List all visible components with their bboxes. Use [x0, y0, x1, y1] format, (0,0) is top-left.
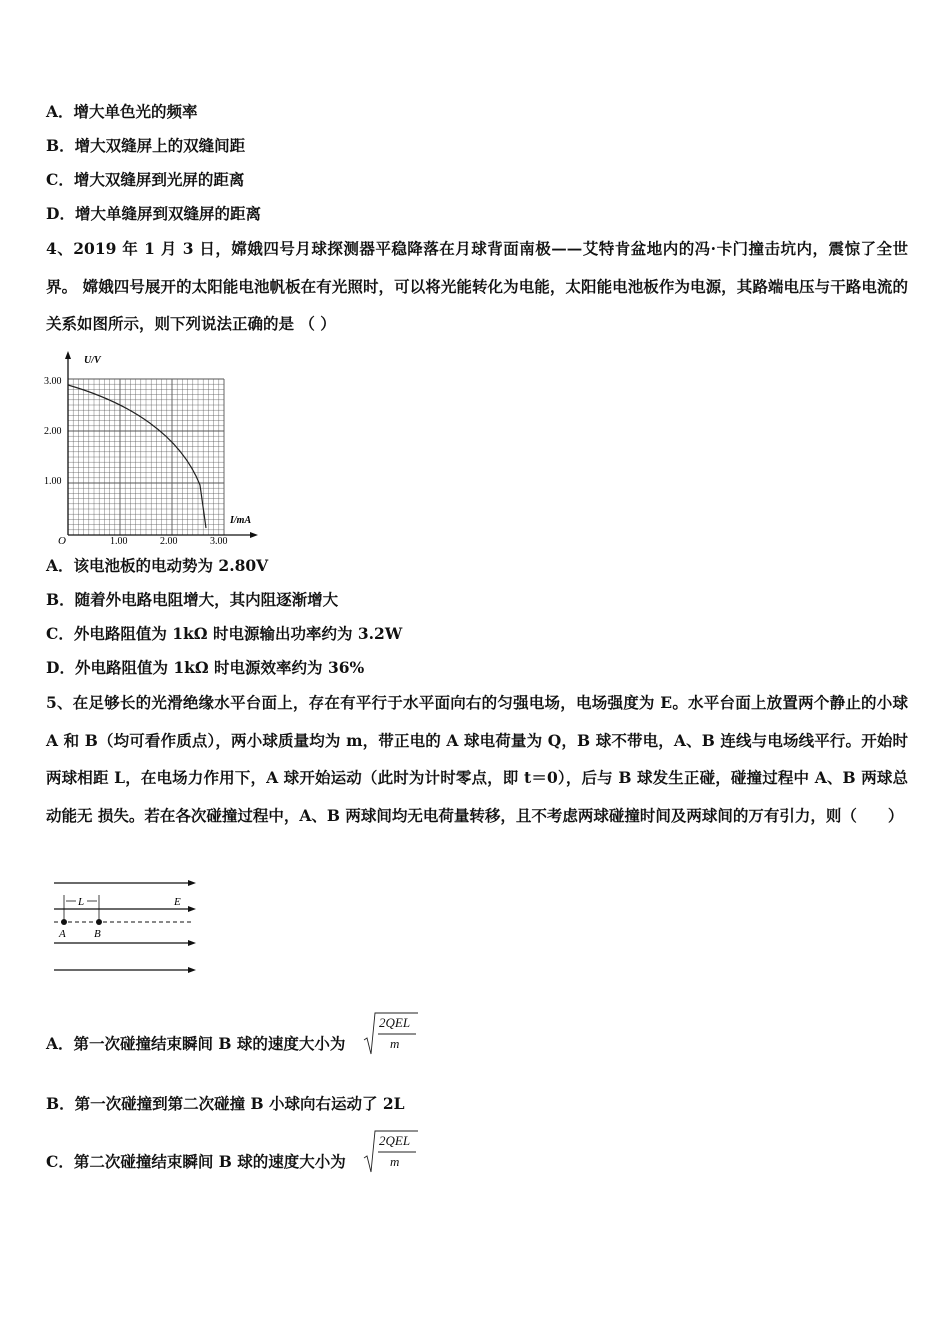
q4-stem: 4、2019 年 1 月 3 日，嫦娥四号月球探测器平稳降落在月球背面南极——艾特肯盆地内的冯·卡门撞击坑内，震惊了全世界。 嫦娥四号展开的太阳能电池帆板在有光照时，可以将光能转化为电能，太阳能电池板作为电源，其路端电压与干路电流的关系如图所示，则下列说法正确的是 （ ） — [46, 239, 908, 333]
distance-label: L — [78, 896, 85, 908]
x-tick-2: 2.00 — [160, 536, 178, 547]
x-tick-1: 1.00 — [110, 536, 128, 547]
q5-option-a — [46, 1034, 345, 1054]
q4-option-b: B．随着外电路电阻增大，其内阻逐渐增大 — [46, 590, 339, 609]
arrow-icon — [188, 906, 196, 912]
q5-option-a-denominator: m — [390, 1036, 400, 1051]
arrow-icon — [188, 940, 196, 946]
y-axis-label: U/V — [84, 355, 101, 366]
ball-b — [96, 919, 102, 925]
y-tick-1: 1.00 — [44, 476, 62, 487]
ball-b-label: B — [94, 928, 101, 940]
y-axis-arrow-icon — [65, 351, 71, 359]
q5-option-c — [46, 1152, 346, 1172]
x-axis-label: I/mA — [230, 515, 252, 526]
q4-ui-graph — [40, 345, 270, 550]
q3-option-d: D．增大单缝屏到双缝屏的距离 — [46, 204, 261, 223]
x-tick-3: 3.00 — [210, 536, 228, 547]
y-tick-3: 3.00 — [44, 376, 62, 387]
origin-label: O — [58, 535, 66, 547]
q5-option-c-text: C．第二次碰撞结束瞬间 B 球的速度大小为 — [46, 1152, 346, 1171]
field-label: E — [174, 896, 181, 908]
q5-option-a-text: A．第一次碰撞结束瞬间 B 球的速度大小为 — [46, 1034, 346, 1053]
arrow-icon — [188, 967, 196, 973]
q5-option-a-formula — [362, 1010, 422, 1056]
q4-option-c: C．外电路阻值为 1kΩ 时电源输出功率约为 3.2W — [46, 624, 403, 643]
q5-option-c-numerator: 2QEL — [379, 1133, 411, 1148]
q4-graph-svg — [40, 345, 270, 550]
q5-field-figure — [46, 873, 206, 983]
ball-a-label: A — [59, 928, 66, 940]
graph-grid — [68, 379, 224, 535]
q5-option-c-denominator: m — [390, 1154, 400, 1169]
ball-a — [61, 919, 67, 925]
q5-option-b: B．第一次碰撞到第二次碰撞 B 小球向右运动了 2L — [46, 1094, 405, 1113]
q5-option-a-numerator: 2QEL — [379, 1015, 411, 1030]
q3-option-a: A．增大单色光的频率 — [46, 102, 198, 121]
q3-option-b: B．增大双缝屏上的双缝间距 — [46, 136, 246, 155]
arrow-icon — [188, 880, 196, 886]
q5-stem: 5、在足够长的光滑绝缘水平台面上，存在有平行于水平面向右的匀强电场，电场强度为 E。水平台面上放置两个静止的小球 A 和 B（均可看作质点），两小球质量均为 m，带正电的 A 球电荷量为 Q，B 球不带电，A、B 连线与电场线平行。开始时两球相距 L，在电场力作用下，A 球开始运动（此时为计时零点，即 t＝0），后与 B 球发生正碰，碰撞过程中 A、B 两球总动能无 损失。若在各次碰撞过程中，A、B 两球间均无电荷量转移，且不考虑两球碰撞时间及两球间的万有引力，则（ ） — [46, 693, 908, 825]
x-axis-arrow-icon — [250, 532, 258, 538]
y-tick-2: 2.00 — [44, 426, 62, 437]
q4-option-a: A．该电池板的电动势为 2.80V — [46, 556, 269, 575]
q5-option-c-formula — [362, 1128, 422, 1174]
q4-option-d: D．外电路阻值为 1kΩ 时电源效率约为 36% — [46, 658, 365, 677]
q3-option-c: C．增大双缝屏到光屏的距离 — [46, 170, 245, 189]
q5-field-svg — [46, 873, 206, 983]
